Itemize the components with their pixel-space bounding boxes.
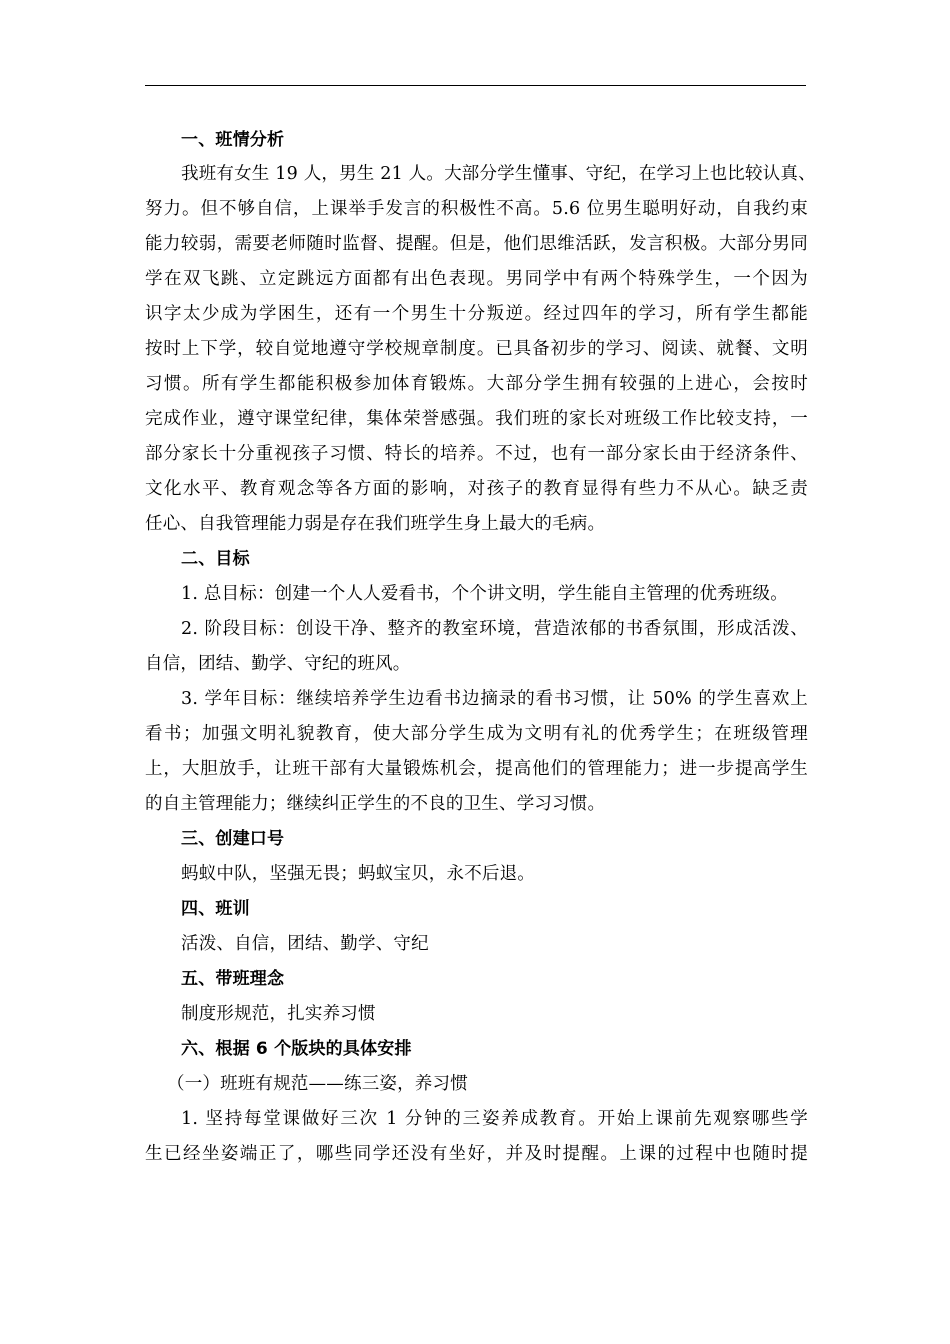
philosophy-text: 制度形规范，扎实养习惯 [181,1004,376,1024]
paragraph-line: 努力。但不够自信，上课举手发言的积极性不高。5.6 位男生聪明好动，自我约束 [145,199,808,219]
paragraph-line: 1. 坚持每堂课做好三次 1 分钟的三姿养成教育。开始上课前先观察哪些学 [181,1109,808,1129]
header-rule [145,85,806,86]
paragraph-line: 学在双飞跳、立定跳远方面都有出色表现。男同学中有两个特殊学生，一个因为 [145,269,808,289]
paragraph-line: 能力较弱，需要老师随时监督、提醒。但是，他们思维活跃，发言积极。大部分男同 [145,234,808,254]
subsection-heading: （一）班班有规范——练三姿，养习惯 [167,1074,468,1094]
paragraph-line: 文化水平、教育观念等各方面的影响，对孩子的教育显得有些力不从心。缺乏责 [145,479,808,499]
paragraph-line: 生已经坐姿端正了，哪些同学还没有坐好，并及时提醒。上课的过程中也随时提 [145,1144,808,1164]
section-heading-philosophy: 五、带班理念 [181,969,285,989]
paragraph-line: 习惯。所有学生都能积极参加体育锻炼。大部分学生拥有较强的上进心，会按时 [145,374,808,394]
goal-year: 3. 学年目标：继续培养学生边看书边摘录的看书习惯，让 50% 的学生喜欢上 [181,689,808,709]
section-heading-class-analysis: 一、班情分析 [181,130,285,150]
paragraph-line: 识字太少成为学困生，还有一个男生十分叛逆。经过四年的学习，所有学生都能 [145,304,808,324]
motto-text: 活泼、自信，团结、勤学、守纪 [181,934,429,954]
section-heading-slogan: 三、创建口号 [181,829,285,849]
goal-stage-cont: 自信，团结、勤学、守纪的班风。 [145,654,411,674]
goal-year-cont: 看书；加强文明礼貌教育，使大部分学生成为文明有礼的优秀学生；在班级管理 [145,724,808,744]
paragraph-line: 完成作业，遵守课堂纪律，集体荣誉感强。我们班的家长对班级工作比较支持，一 [145,409,808,429]
slogan-text: 蚂蚁中队，坚强无畏；蚂蚁宝贝，永不后退。 [181,864,535,884]
section-heading-goals: 二、目标 [181,549,250,569]
section-heading-arrangements: 六、根据 6 个版块的具体安排 [181,1039,412,1059]
section-heading-motto: 四、班训 [181,899,250,919]
paragraph-line: 我班有女生 19 人，男生 21 人。大部分学生懂事、守纪，在学习上也比较认真、 [181,164,816,184]
paragraph-line: 按时上下学，较自觉地遵守学校规章制度。已具备初步的学习、阅读、就餐、文明 [145,339,808,359]
goal-year-cont: 上，大胆放手，让班干部有大量锻炼机会，提高他们的管理能力；进一步提高学生 [145,759,808,779]
goal-year-cont: 的自主管理能力；继续纠正学生的不良的卫生、学习习惯。 [145,794,606,814]
goal-overall: 1. 总目标：创建一个人人爱看书，个个讲文明，学生能自主管理的优秀班级。 [181,584,788,604]
paragraph-line: 任心、自我管理能力弱是存在我们班学生身上最大的毛病。 [145,514,606,534]
goal-stage: 2. 阶段目标：创设干净、整齐的教室环境，营造浓郁的书香氛围，形成活泼、 [181,619,808,639]
paragraph-line: 部分家长十分重视孩子习惯、特长的培养。不过，也有一部分家长由于经济条件、 [145,444,808,464]
